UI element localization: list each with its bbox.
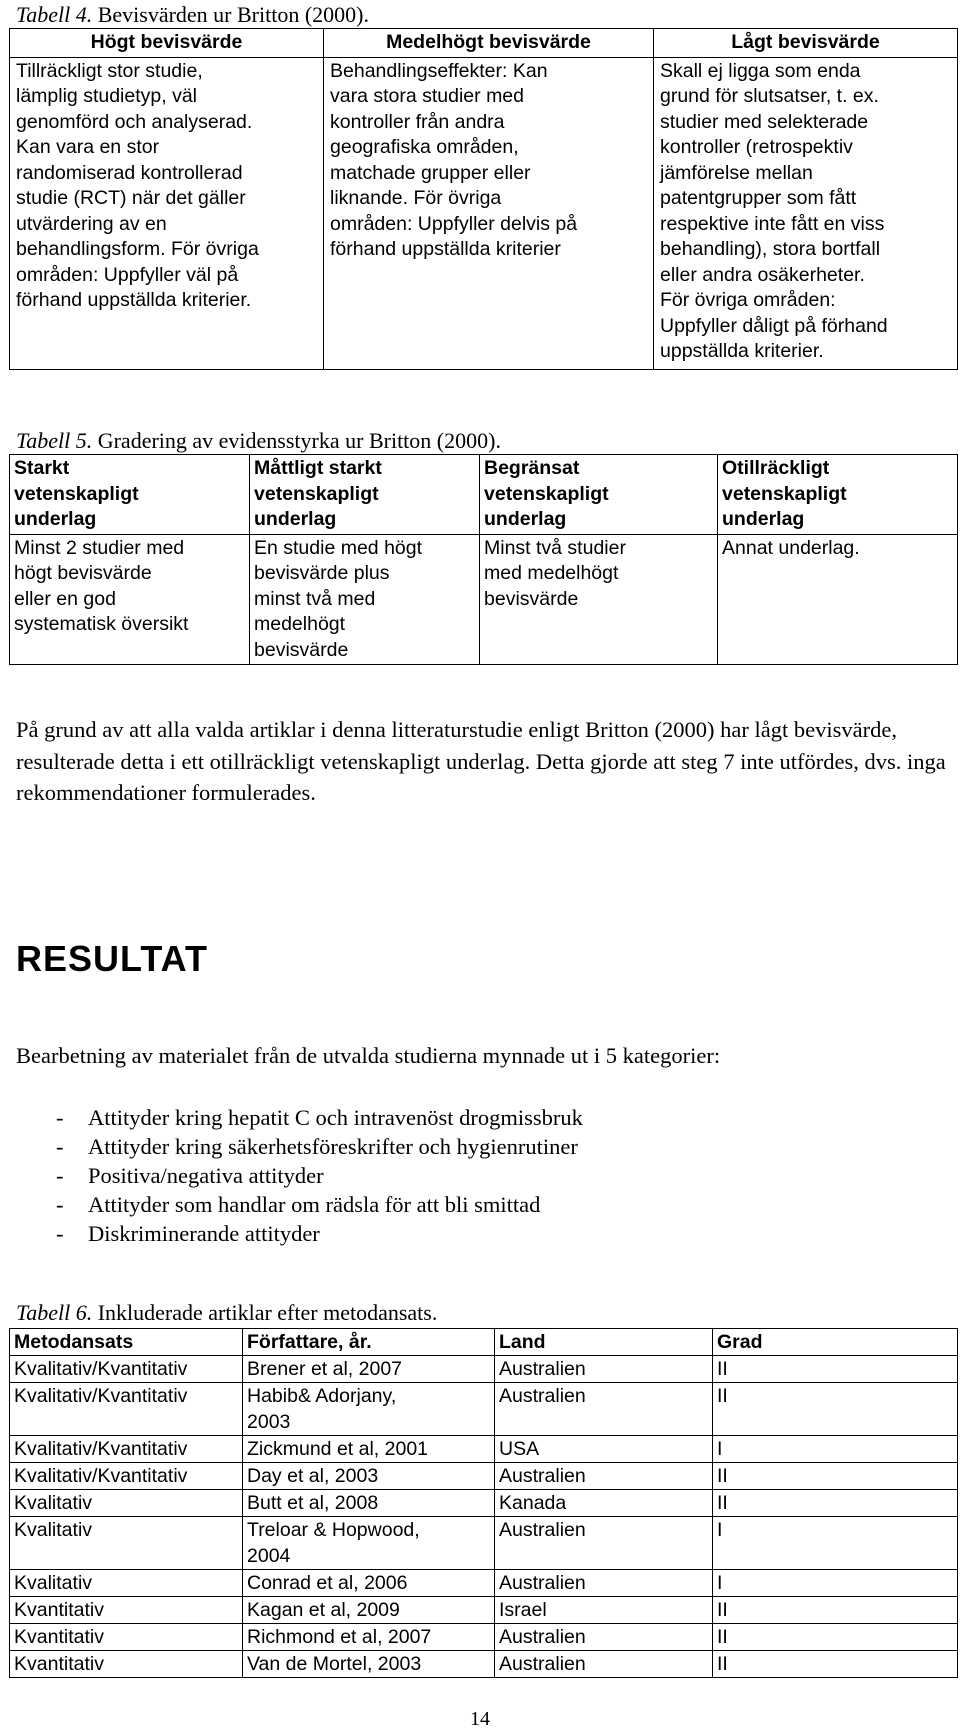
category-list [16, 1103, 583, 1248]
table5-caption-text: Gradering av evidensstyrka ur Britton (2000). [97, 428, 501, 453]
table6-cell-method: Kvalitativ [10, 1517, 243, 1570]
list-item-text: Positiva/negativa attityder [88, 1163, 324, 1188]
table-row [10, 1597, 958, 1624]
table5-header-moderate: Måttligt starkt vetenskapligt underlag [250, 455, 480, 535]
table-row [10, 1517, 958, 1570]
list-item-text: Attityder kring hepatit C och intravenöst drogmissbruk [88, 1105, 583, 1130]
list-item [16, 1161, 583, 1190]
table6-cell-country: Israel [495, 1597, 713, 1624]
table-row [10, 1651, 958, 1678]
table6-cell-method: Kvalitativ [10, 1490, 243, 1517]
section-heading: RESULTAT [16, 938, 208, 979]
table5-cell-strong: Minst 2 studier med högt bevisvärde eller en god systematisk översikt [10, 534, 250, 665]
table6-header-row [10, 1329, 958, 1356]
table6-cell-country: Australien [495, 1383, 713, 1436]
table6-cell-method: Kvantitativ [10, 1651, 243, 1678]
list-item [16, 1132, 583, 1161]
list-dash: - [56, 1221, 64, 1246]
table-row [10, 1383, 958, 1436]
table6-cell-country: Australien [495, 1651, 713, 1678]
table6-caption-text: Inkluderade artiklar efter metodansats. [97, 1300, 438, 1325]
table6-cell-author: Habib& Adorjany, 2003 [243, 1383, 495, 1436]
table6-cell-author: Day et al, 2003 [243, 1463, 495, 1490]
list-item [16, 1103, 583, 1132]
table4-row [10, 57, 958, 369]
table6-cell-grade: II [713, 1463, 958, 1490]
table6-cell-country: Australien [495, 1570, 713, 1597]
table6-cell-method: Kvantitativ [10, 1597, 243, 1624]
table6-cell-author: Treloar & Hopwood, 2004 [243, 1517, 495, 1570]
table6-cell-grade: I [713, 1570, 958, 1597]
table6-cell-country: Australien [495, 1624, 713, 1651]
table6-cell-grade: II [713, 1651, 958, 1678]
page-number: 14 [470, 1708, 490, 1730]
table5-header-strong: Starkt vetenskapligt underlag [10, 455, 250, 535]
table4-cell-high: Tillräckligt stor studie, lämplig studietyp, väl genomförd och analyserad. Kan vara en stor randomiserad kontrollerad studie (RCT) när det gäller utvärdering av en behandlingsform. För övriga områden: Uppfyller väl på förhand uppställda kriterier. [10, 57, 324, 369]
table6-cell-country: Kanada [495, 1490, 713, 1517]
table5-cell-moderate: En studie med högt bevisvärde plus minst två med medelhögt bevisvärde [250, 534, 480, 665]
list-item [16, 1219, 583, 1248]
list-item-text: Diskriminerande attityder [88, 1221, 320, 1246]
table5-row [10, 534, 958, 665]
table6-cell-grade: II [713, 1490, 958, 1517]
table5-caption-label: Tabell 5. [16, 428, 93, 453]
table6-cell-author: Kagan et al, 2009 [243, 1597, 495, 1624]
table-row [10, 1490, 958, 1517]
table6-header-method: Metodansats [10, 1329, 243, 1356]
table6-cell-grade: II [713, 1624, 958, 1651]
list-dash: - [56, 1192, 64, 1217]
table6 [9, 1328, 958, 1678]
table4-caption-label: Tabell 4. [16, 2, 93, 27]
table6-cell-grade: I [713, 1436, 958, 1463]
list-dash: - [56, 1134, 64, 1159]
table6-body [10, 1356, 958, 1678]
table6-cell-method: Kvalitativ/Kvantitativ [10, 1463, 243, 1490]
table6-cell-method: Kvalitativ/Kvantitativ [10, 1436, 243, 1463]
table6-header-grade: Grad [713, 1329, 958, 1356]
list-item [16, 1190, 583, 1219]
table4-cell-medium: Behandlingseffekter: Kan vara stora studier med kontroller från andra geografiska områden, matchade grupper eller liknande. För övriga områden: Uppfyller delvis på förhand uppställda kriterier [324, 57, 654, 369]
paragraph-categories-intro: Bearbetning av materialet från de utvalda studierna mynnade ut i 5 kategorier: [16, 1043, 721, 1068]
table5-header-row [10, 455, 958, 535]
table6-cell-method: Kvantitativ [10, 1624, 243, 1651]
table6-cell-author: Zickmund et al, 2001 [243, 1436, 495, 1463]
table6-cell-country: USA [495, 1436, 713, 1463]
table4-caption [16, 2, 369, 28]
table4-header-low: Lågt bevisvärde [654, 29, 958, 58]
list-item-text: Attityder kring säkerhetsföreskrifter och hygienrutiner [88, 1134, 578, 1159]
table-row [10, 1436, 958, 1463]
table-row [10, 1570, 958, 1597]
table6-cell-method: Kvalitativ/Kvantitativ [10, 1383, 243, 1436]
table5 [9, 454, 958, 665]
table4-header-high: Högt bevisvärde [10, 29, 324, 58]
table6-cell-method: Kvalitativ [10, 1570, 243, 1597]
table6-cell-grade: I [713, 1517, 958, 1570]
table5-cell-insufficient: Annat underlag. [718, 534, 958, 665]
table-row [10, 1624, 958, 1651]
table5-header-insufficient: Otillräckligt vetenskapligt underlag [718, 455, 958, 535]
table6-cell-author: Van de Mortel, 2003 [243, 1651, 495, 1678]
table5-cell-limited: Minst två studier med medelhögt bevisvärde [480, 534, 718, 665]
table4-header-row [10, 29, 958, 58]
table4 [9, 28, 958, 370]
list-dash: - [56, 1163, 64, 1188]
table6-cell-grade: II [713, 1356, 958, 1383]
paragraph-conclusion: På grund av att alla valda artiklar i denna litteraturstudie enligt Britton (2000) har lågt bevisvärde, resulterade detta i ett otillräckligt vetenskapligt underlag. Detta gjorde att steg 7 inte utfördes, dvs. inga rekommendationer formulerades. [16, 717, 946, 805]
table4-caption-text: Bevisvärden ur Britton (2000). [97, 2, 370, 27]
table4-header-medium: Medelhögt bevisvärde [324, 29, 654, 58]
table6-header-country: Land [495, 1329, 713, 1356]
table6-cell-author: Conrad et al, 2006 [243, 1570, 495, 1597]
table6-cell-country: Australien [495, 1517, 713, 1570]
table6-cell-grade: II [713, 1383, 958, 1436]
table6-caption [16, 1300, 437, 1326]
table-row [10, 1356, 958, 1383]
table6-caption-label: Tabell 6. [16, 1300, 93, 1325]
table-row [10, 1463, 958, 1490]
table6-cell-author: Richmond et al, 2007 [243, 1624, 495, 1651]
table6-header-author: Författare, år. [243, 1329, 495, 1356]
table6-cell-grade: II [713, 1597, 958, 1624]
list-item-text: Attityder som handlar om rädsla för att bli smittad [88, 1192, 541, 1217]
table4-cell-low: Skall ej ligga som enda grund för slutsatser, t. ex. studier med selekterade kontroller (retrospektiv jämförelse mellan patentgrupper som fått respektive inte fått en viss behandling), stora bortfall eller andra osäkerheter. För övriga områden: Uppfyller dåligt på förhand uppställda kriterier. [654, 57, 958, 369]
table6-cell-author: Brener et al, 2007 [243, 1356, 495, 1383]
table6-cell-method: Kvalitativ/Kvantitativ [10, 1356, 243, 1383]
table6-cell-country: Australien [495, 1463, 713, 1490]
table5-header-limited: Begränsat vetenskapligt underlag [480, 455, 718, 535]
table6-cell-author: Butt et al, 2008 [243, 1490, 495, 1517]
table5-caption [16, 428, 501, 454]
table6-cell-country: Australien [495, 1356, 713, 1383]
list-dash: - [56, 1105, 64, 1130]
